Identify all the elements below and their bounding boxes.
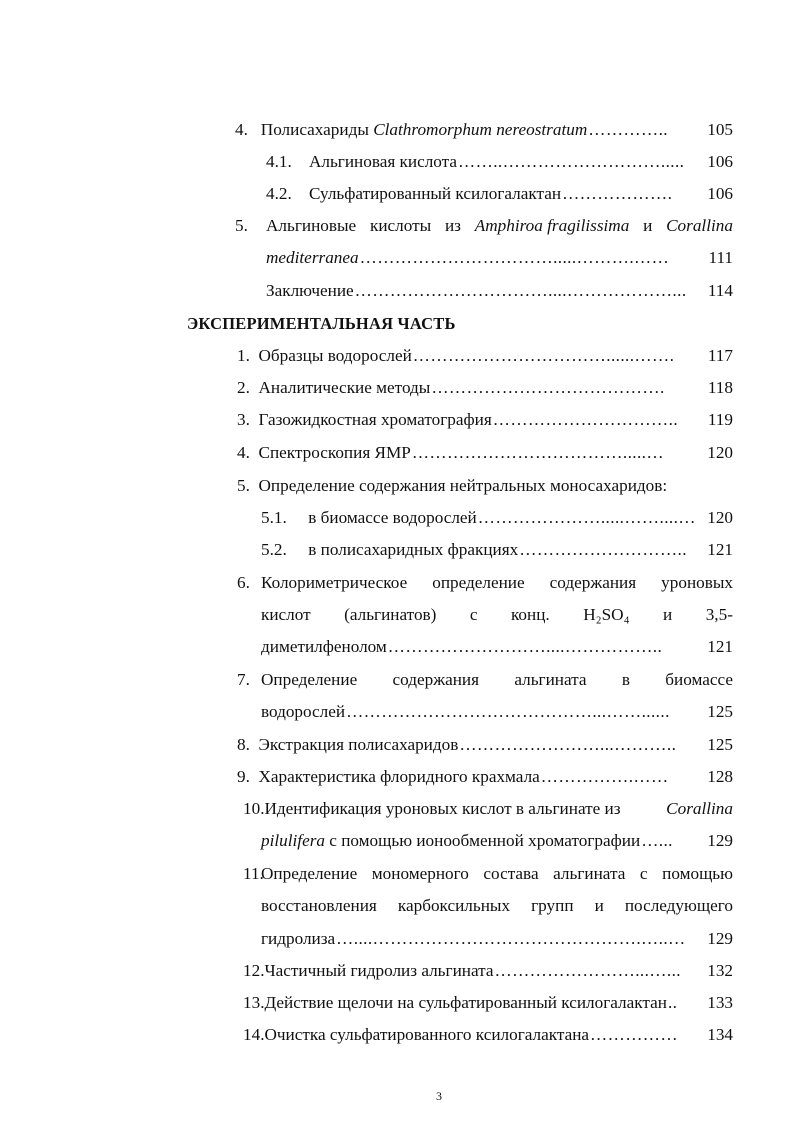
toc-entry-conclusion: Заключение ……………………………....………………... 114 — [266, 281, 733, 300]
exp-entry-11-line1: Определение мономерного состава альгината с помощью — [261, 864, 733, 883]
exp-entry-5: 5. Определение содержания нейтральных моносахаридов: — [237, 476, 668, 495]
exp-entry-12: 12.Частичный гидролиз альгината ……………………...…... 132 — [243, 961, 733, 980]
toc-entry-4-1: 4.1. Альгиновая кислота ……..………………………..... 106 — [266, 152, 733, 171]
exp-entry-14: 14.Очистка сульфатированного ксилогалактана …………… 134 — [243, 1025, 733, 1044]
toc-entry-4-2: 4.2. Сульфатированный ксилогалактан ………………. 106 — [266, 184, 733, 203]
toc-entry-4: 4. Полисахариды Clathromorphum nereostratum ………….. 105 — [235, 120, 733, 139]
exp-entry-6-num: 6. — [237, 573, 250, 592]
exp-entry-5-1: 5.1. в биомассе водорослей ………………….....……....… 120 — [261, 508, 733, 527]
exp-entry-5-2: 5.2. в полисахаридных фракциях ……………………….. 121 — [261, 540, 733, 559]
toc-entry-5-line1: Альгиновые кислоты из Amphiroa fragilissima и Corallina — [266, 216, 733, 235]
exp-entry-2: 2. Аналитические методы …………………………………. 118 — [237, 378, 733, 397]
exp-entry-11-num: 11. — [243, 864, 264, 883]
exp-entry-7-line2: водорослей ……………………………………...……...... 125 — [261, 702, 733, 721]
exp-entry-6-line2: кислот (альгинатов) с конц. H₂SO₄ и 3,5- — [261, 605, 733, 624]
page-number: 3 — [436, 1089, 442, 1103]
exp-entry-11-line3: гидролиза …....……………………………………….…..… 129 — [261, 929, 733, 948]
exp-entry-11-line2: восстановления карбоксильных групп и последующего — [261, 896, 733, 915]
exp-entry-8: 8. Экстракция полисахаридов ……………………...……….. 125 — [237, 735, 733, 754]
exp-entry-9: 9. Характеристика флоридного крахмала …………….…… 128 — [237, 767, 733, 786]
exp-entry-7-num: 7. — [237, 670, 250, 689]
exp-entry-10-line2: pilulifera с помощью ионообменной хроматографии …... 129 — [261, 831, 733, 850]
exp-entry-6-line3: диметилфенолом ………………………....…………….. 121 — [261, 637, 733, 656]
exp-entry-4: 4. Спектроскопия ЯМР ……………………………….....… 120 — [237, 443, 733, 462]
exp-entry-6-line1: Колориметрическое определение содержания уроновых — [261, 573, 733, 592]
exp-entry-3: 3. Газожидкостная хроматография ………………………….. 119 — [237, 410, 733, 429]
exp-entry-10-line1: 10.Идентификация уроновых кислот в альгинате из Corallina — [243, 799, 733, 818]
exp-entry-1: 1. Образцы водорослей ……………………………......……. 117 — [237, 346, 733, 365]
section-heading: ЭКСПЕРИМЕНТАЛЬНАЯ ЧАСТЬ — [187, 314, 456, 333]
exp-entry-13: 13.Действие щелочи на сульфатированный ксилогалактан .. 133 — [243, 993, 733, 1012]
toc-entry-5-num: 5. — [235, 216, 248, 235]
exp-entry-7-line1: Определение содержания альгината в биомассе — [261, 670, 733, 689]
toc-entry-5-line2: mediterranea …………………………….....……….…… 111 — [266, 248, 733, 267]
